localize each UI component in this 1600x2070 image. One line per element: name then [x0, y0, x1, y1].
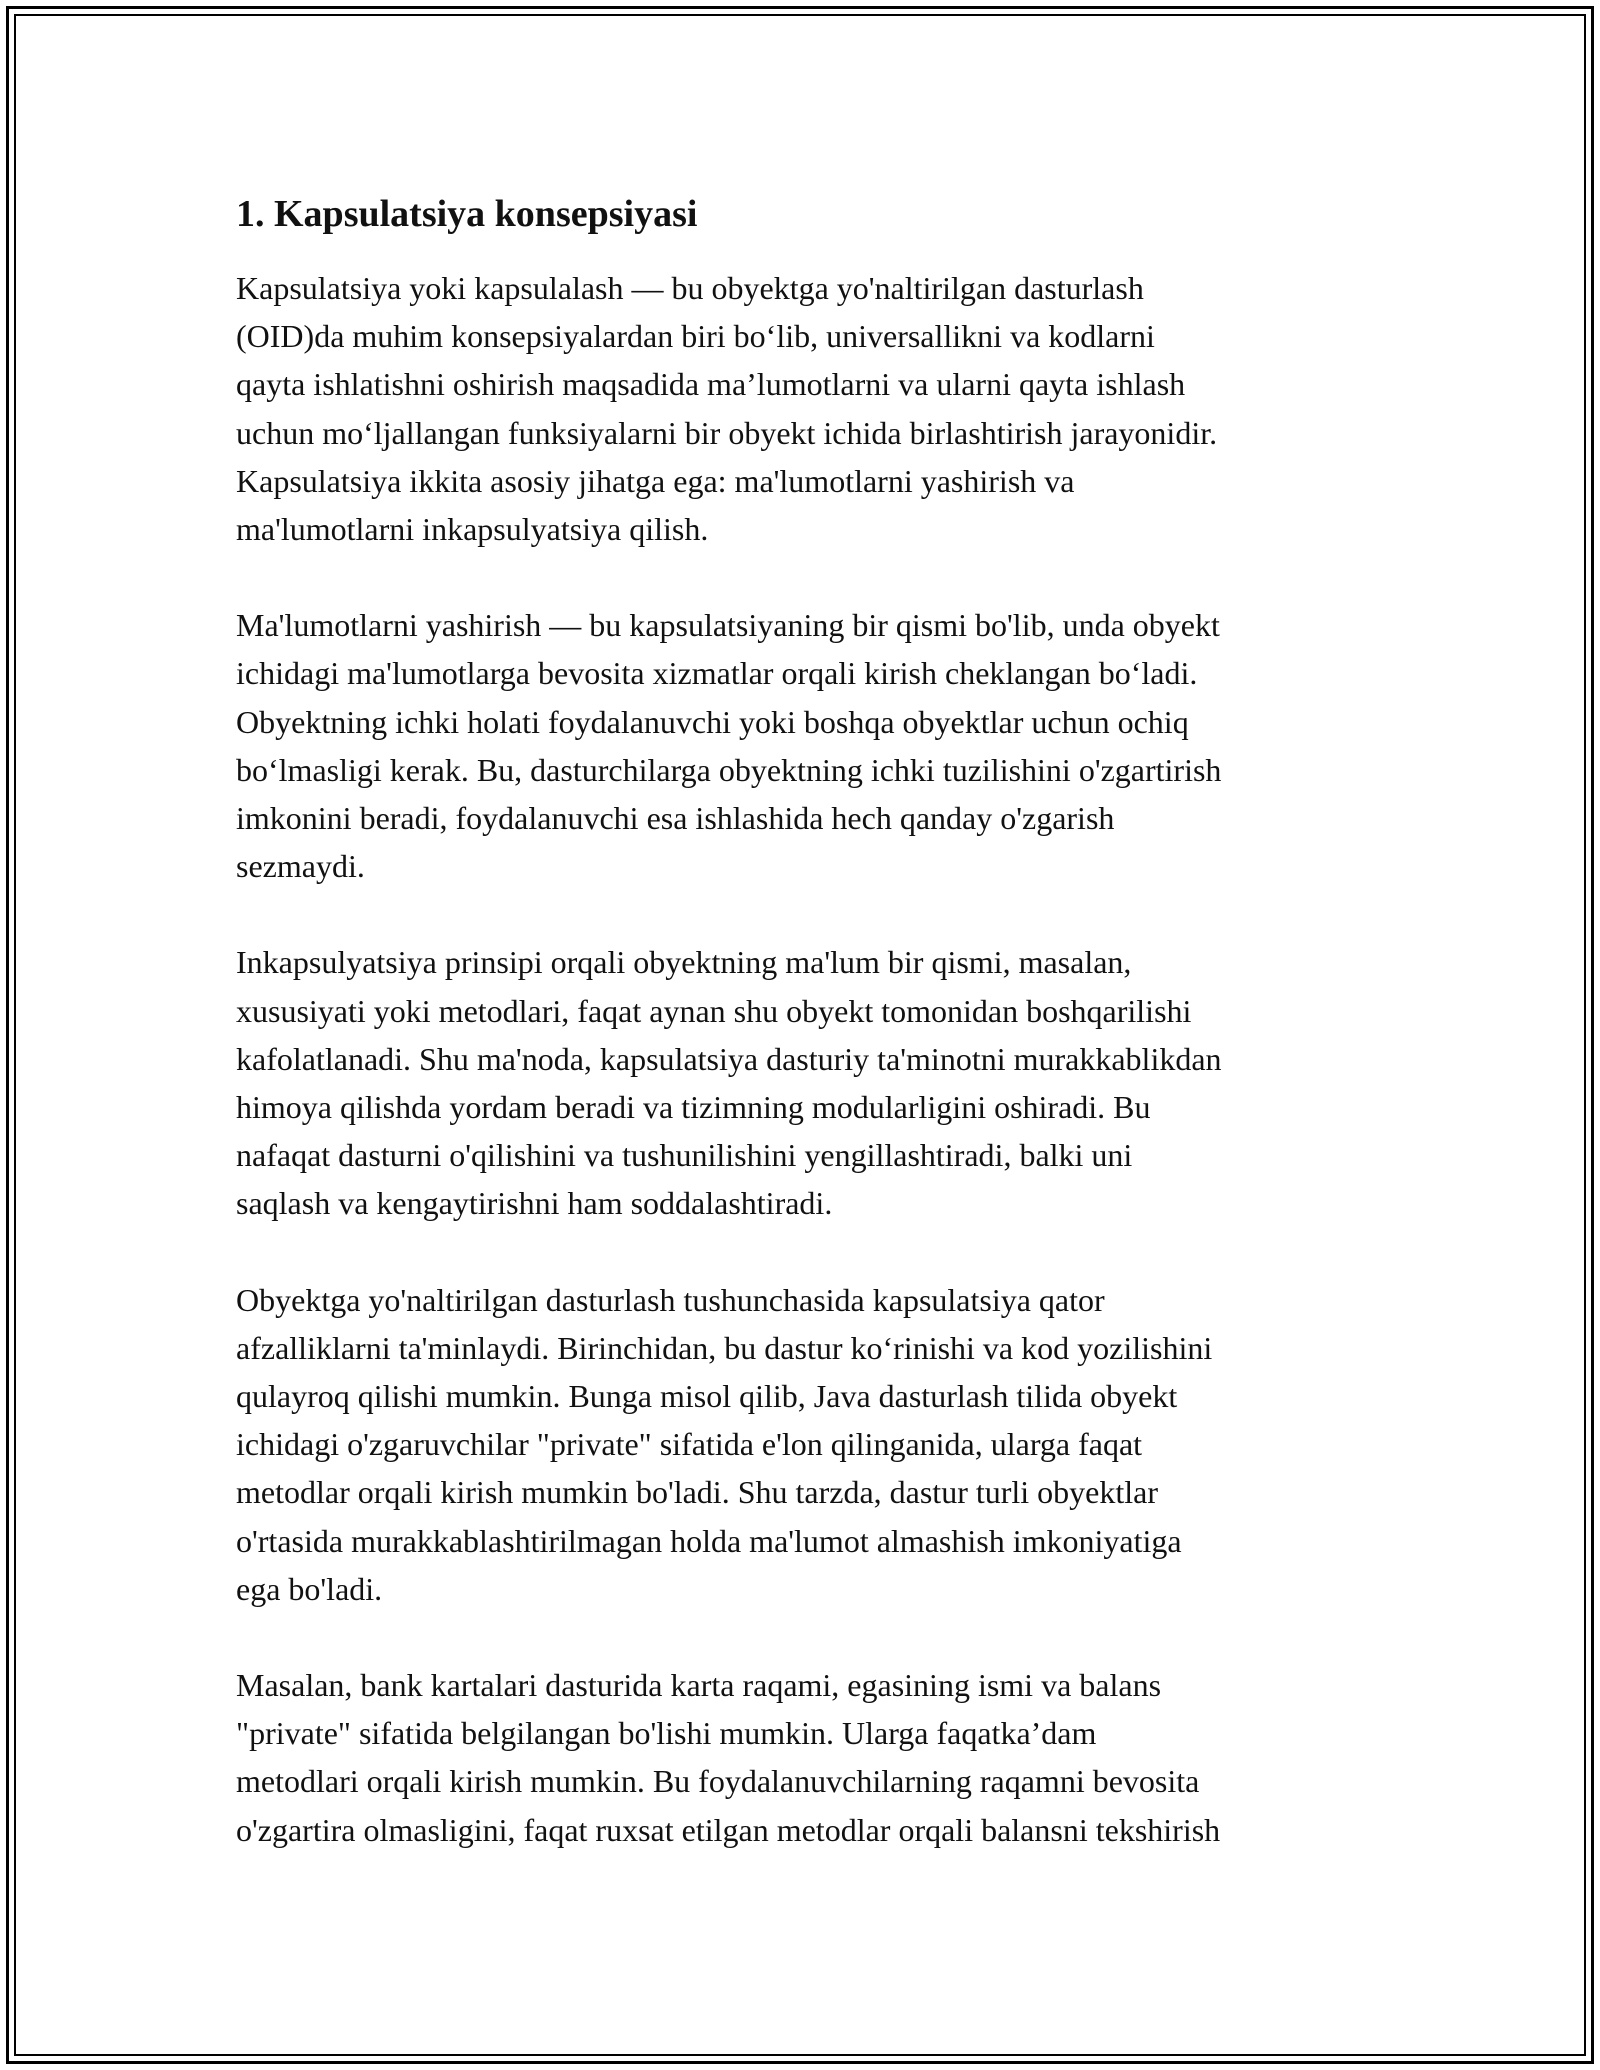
section-title: 1. Kapsulatsiya konsepsiyasi	[236, 193, 698, 235]
text-line: afzalliklarni ta'minlaydi. Birinchidan, bu dastur ko‘rinishi va kod yozilishini	[236, 1329, 1213, 1366]
document-body	[236, 184, 1366, 1902]
paragraph-encapsulation-principle	[236, 938, 1366, 1227]
text-line: Inkapsulyatsiya prinsipi orqali obyektning ma'lum bir qismi, masalan,	[236, 944, 1132, 981]
text-line: o'zgartira olmasligini, faqat ruxsat etilgan metodlar orqali balansni tekshirish	[236, 1811, 1221, 1848]
text-line: qayta ishlatishni oshirish maqsadida ma’lumotlarni va ularni qayta ishlash	[236, 366, 1186, 403]
text-line: saqlash va kengaytirishni ham soddalashtiradi.	[236, 1185, 833, 1222]
text-line: nafaqat dasturni o'qilishini va tushunilishini yengillashtiradi, balki uni	[236, 1137, 1133, 1174]
paragraph-data-hiding	[236, 601, 1366, 890]
text-line: xususiyati yoki metodlari, faqat aynan shu obyekt tomonidan boshqarilishi	[236, 992, 1192, 1029]
text-line: ma'lumotlarni inkapsulyatsiya qilish.	[236, 511, 709, 548]
text-line: qulayroq qilishi mumkin. Bunga misol qilib, Java dasturlash tilida obyekt	[236, 1378, 1178, 1415]
paragraph-example	[236, 1661, 1366, 1854]
text-line: metodlari orqali kirish mumkin. Bu foydalanuvchilarning raqamni bevosita	[236, 1763, 1200, 1800]
text-line: ega bo'ladi.	[236, 1570, 383, 1607]
text-line: Ma'lumotlarni yashirish — bu kapsulatsiyaning bir qismi bo'lib, unda obyekt	[236, 607, 1220, 644]
text-line: (OID)da muhim konsepsiyalardan biri bo‘lib, universallikni va kodlarni	[236, 318, 1155, 355]
text-line: uchun mo‘ljallangan funksiyalarni bir obyekt ichida birlashtirish jarayonidir.	[236, 414, 1218, 451]
text-line: Obyektga yo'naltirilgan dasturlash tushunchasida kapsulatsiya qator	[236, 1281, 1105, 1318]
text-line: ichidagi o'zgaruvchilar "private" sifatida e'lon qilinganida, ularga faqat	[236, 1426, 1143, 1463]
paragraph-intro	[236, 264, 1366, 553]
text-line: metodlar orqali kirish mumkin bo'ladi. Shu tarzda, dastur turli obyektlar	[236, 1474, 1159, 1511]
text-line: Obyektning ichki holati foydalanuvchi yoki boshqa obyektlar uchun ochiq	[236, 703, 1189, 740]
text-line: himoya qilishda yordam beradi va tizimning modularligini oshiradi. Bu	[236, 1089, 1151, 1126]
text-line: bo‘lmasligi kerak. Bu, dasturchilarga obyektning ichki tuzilishini o'zgartirish	[236, 751, 1222, 788]
text-line: kafolatlanadi. Shu ma'noda, kapsulatsiya dasturiy ta'minotni murakkablikdan	[236, 1040, 1222, 1077]
text-line: Kapsulatsiya ikkita asosiy jihatga ega: ma'lumotlarni yashirish va	[236, 462, 1075, 499]
text-line: sezmaydi.	[236, 848, 365, 885]
text-line: imkonini beradi, foydalanuvchi esa ishlashida hech qanday o'zgarish	[236, 800, 1115, 837]
paragraph-advantages	[236, 1276, 1366, 1613]
text-line: Masalan, bank kartalari dasturida karta raqami, egasining ismi va balans	[236, 1667, 1162, 1704]
text-line: ichidagi ma'lumotlarga bevosita xizmatlar orqali kirish cheklangan bo‘ladi.	[236, 655, 1198, 692]
text-line: "private" sifatida belgilangan bo'lishi mumkin. Ularga faqatka’dam	[236, 1715, 1097, 1752]
text-line: Kapsulatsiya yoki kapsulalash — bu obyektga yo'naltirilgan dasturlash	[236, 270, 1144, 306]
text-line: o'rtasida murakkablashtirilmagan holda ma'lumot almashish imkoniyatiga	[236, 1522, 1182, 1559]
